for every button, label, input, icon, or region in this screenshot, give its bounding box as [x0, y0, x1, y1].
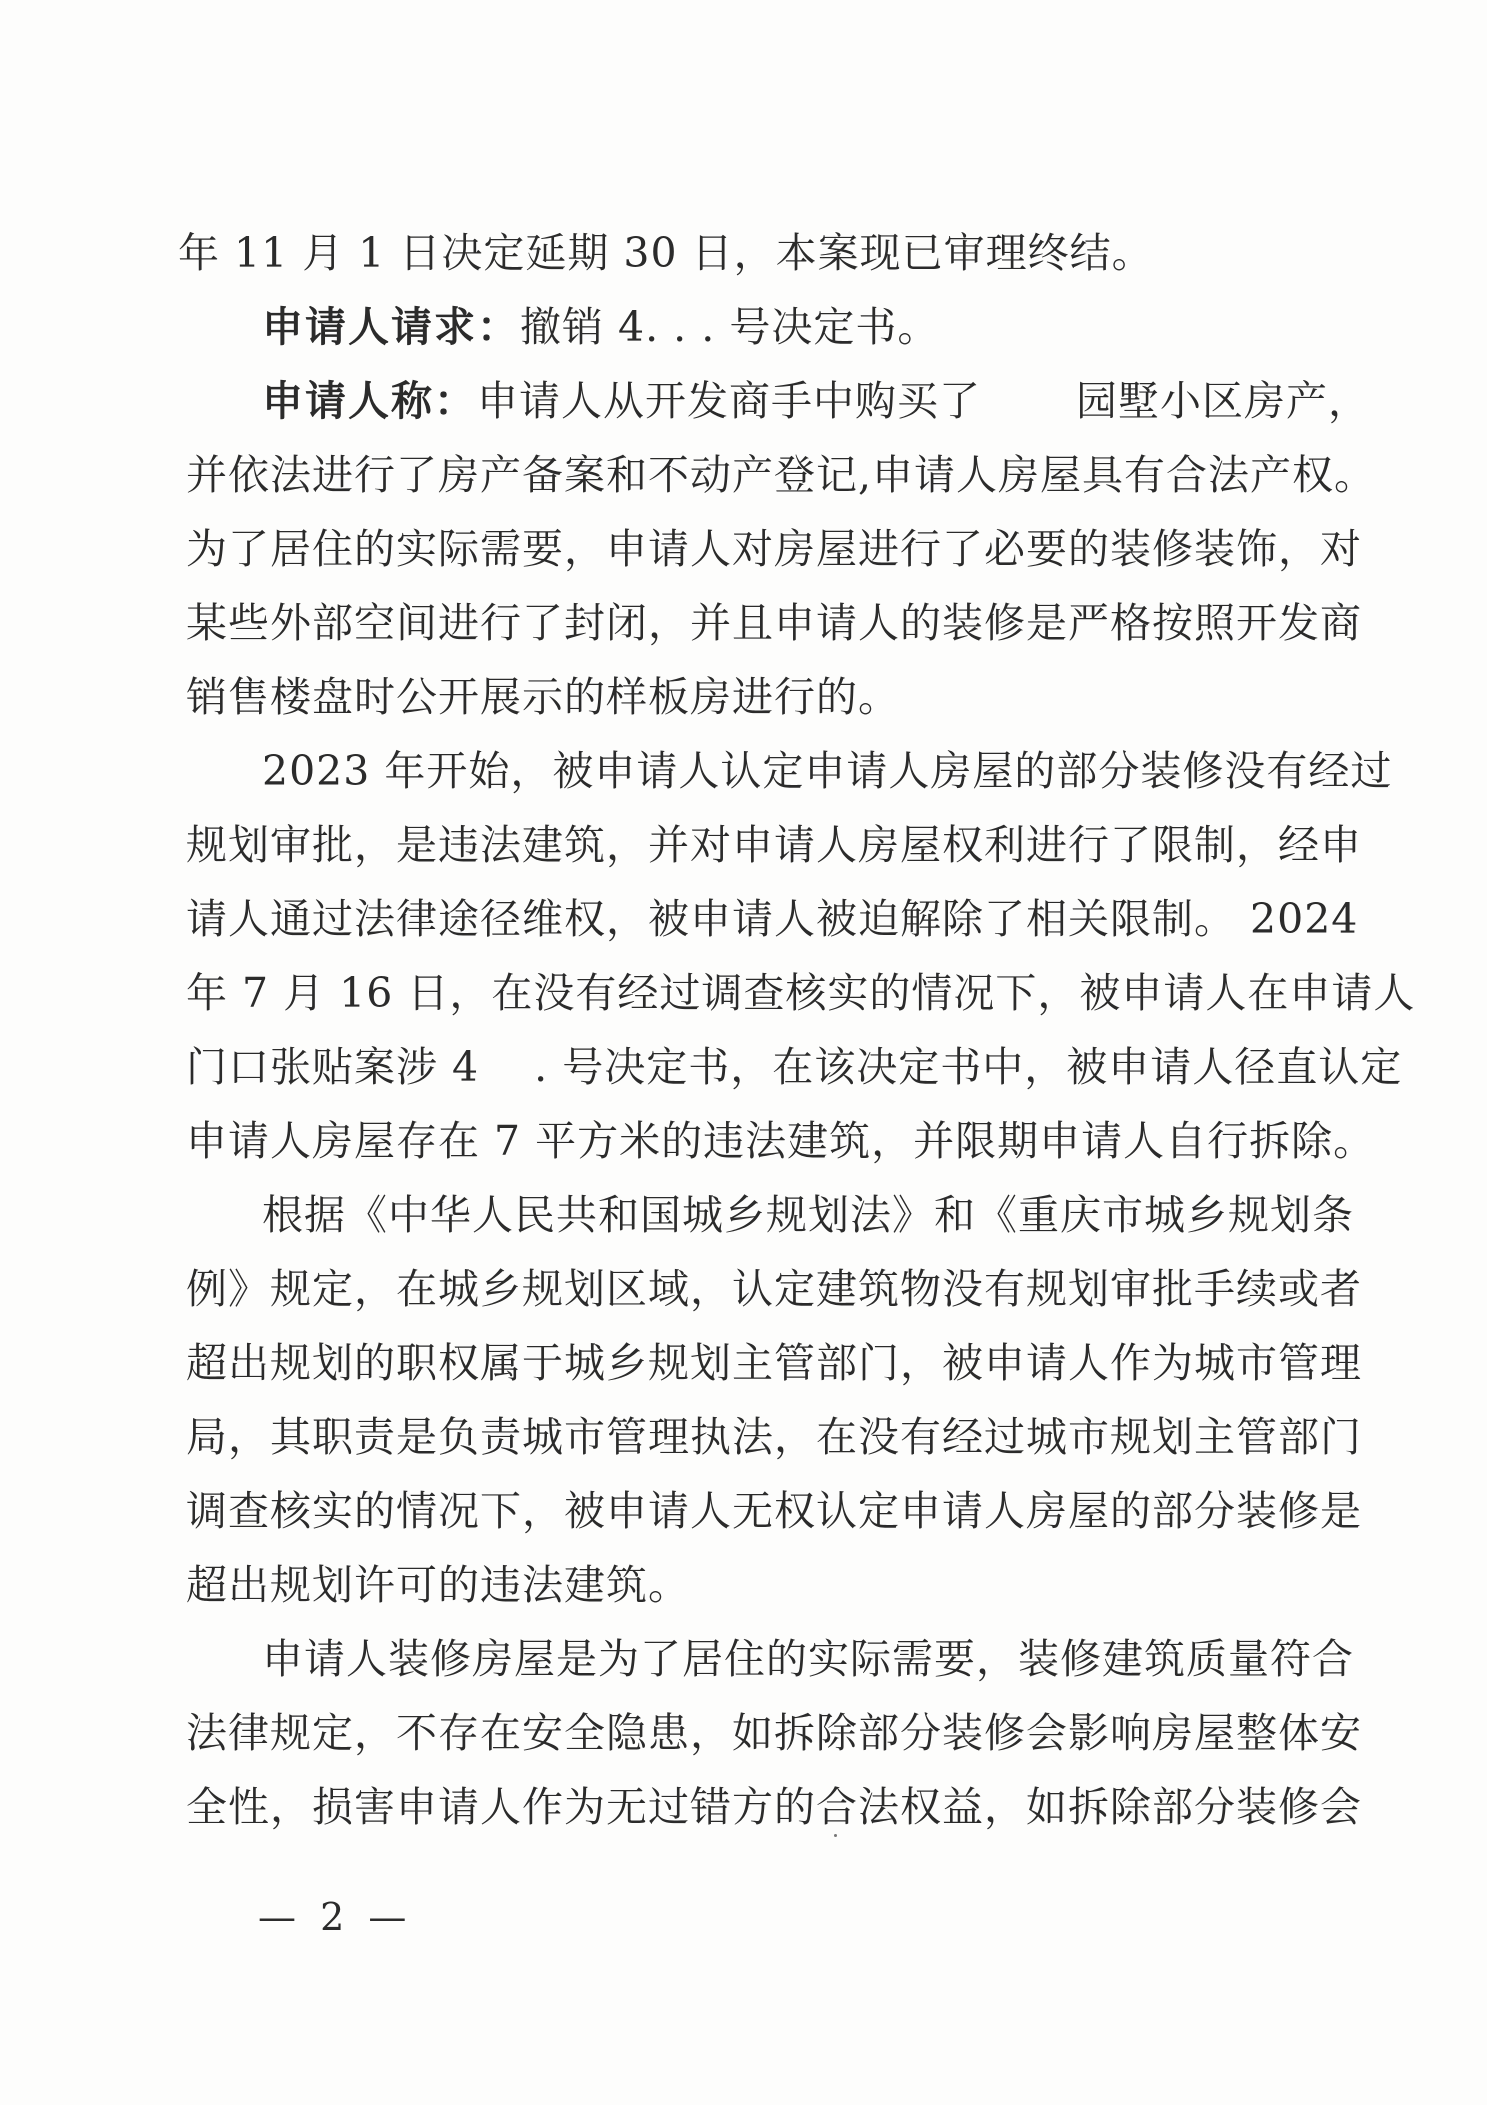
request-label: 申请人请求： [262, 303, 520, 351]
claim-paragraph [262, 371, 1370, 431]
text-line-1: 年 11 月 1 日决定延期 30 日，本案现已审理终结。 [178, 229, 1154, 277]
text-line-6: 某些外部空间进行了封闭，并且申请人的装修是严格按照开发商 [186, 599, 1362, 647]
text-line-23: 全性，损害申请人作为无过错方的合法权益，如拆除部分装修会 [186, 1783, 1362, 1831]
text-line-10: 请人通过法律途径维权，被申请人被迫解除了相关限制。 2024 [186, 895, 1359, 943]
text-line-12a: 门口张贴案涉 4 [186, 1043, 480, 1091]
text-line-5: 为了居住的实际需要，申请人对房屋进行了必要的装修装饰，对 [186, 525, 1362, 573]
text-line-15: 例》规定，在城乡规划区域，认定建筑物没有规划审批手续或者 [186, 1265, 1362, 1313]
page-number: — 2 — [258, 1895, 413, 1939]
request-text: 撤销 4. . . 号决定书。 [520, 303, 940, 351]
claim-text-a: 申请人从开发商手中购买了 [477, 377, 981, 425]
text-line-16: 超出规划的职权属于城乡规划主管部门，被申请人作为城市管理 [186, 1339, 1362, 1387]
text-line-4: 并依法进行了房产备案和不动产登记,申请人房屋具有合法产权。 [186, 451, 1377, 499]
text-line-19: 超出规划许可的违法建筑。 [186, 1561, 690, 1609]
claim-label: 申请人称： [262, 377, 477, 425]
text-line-18: 调查核实的情况下，被申请人无权认定申请人房屋的部分装修是 [186, 1487, 1362, 1535]
text-line-9: 规划审批，是违法建筑，并对申请人房屋权利进行了限制，经申 [186, 821, 1362, 869]
text-line-12 [186, 1037, 1403, 1097]
text-line-21: 法律规定，不存在安全隐患，如拆除部分装修会影响房屋整体安 [186, 1709, 1362, 1757]
text-line-13: 申请人房屋存在 7 平方米的违法建筑，并限期申请人自行拆除。 [186, 1117, 1376, 1165]
text-line-8: 2023 年开始，被申请人认定申请人房屋的部分装修没有经过 [262, 747, 1393, 795]
claim-text-b: 园墅小区房产， [1076, 377, 1370, 425]
text-line-7: 销售楼盘时公开展示的样板房进行的。 [186, 673, 900, 721]
text-line-11: 年 7 月 16 日，在没有经过调查核实的情况下，被申请人在申请人 [186, 969, 1416, 1017]
request-paragraph [262, 297, 1306, 357]
text-line-17: 局，其职责是负责城市管理执法，在没有经过城市规划主管部门 [186, 1413, 1362, 1461]
text-line-20: 申请人装修房屋是为了居住的实际需要，装修建筑质量符合 [262, 1635, 1354, 1683]
text-line-12b: . 号决定书，在该决定书中，被申请人径直认定 [534, 1043, 1403, 1091]
text-line-14: 根据《中华人民共和国城乡规划法》和《重庆市城乡规划条 [262, 1191, 1354, 1239]
